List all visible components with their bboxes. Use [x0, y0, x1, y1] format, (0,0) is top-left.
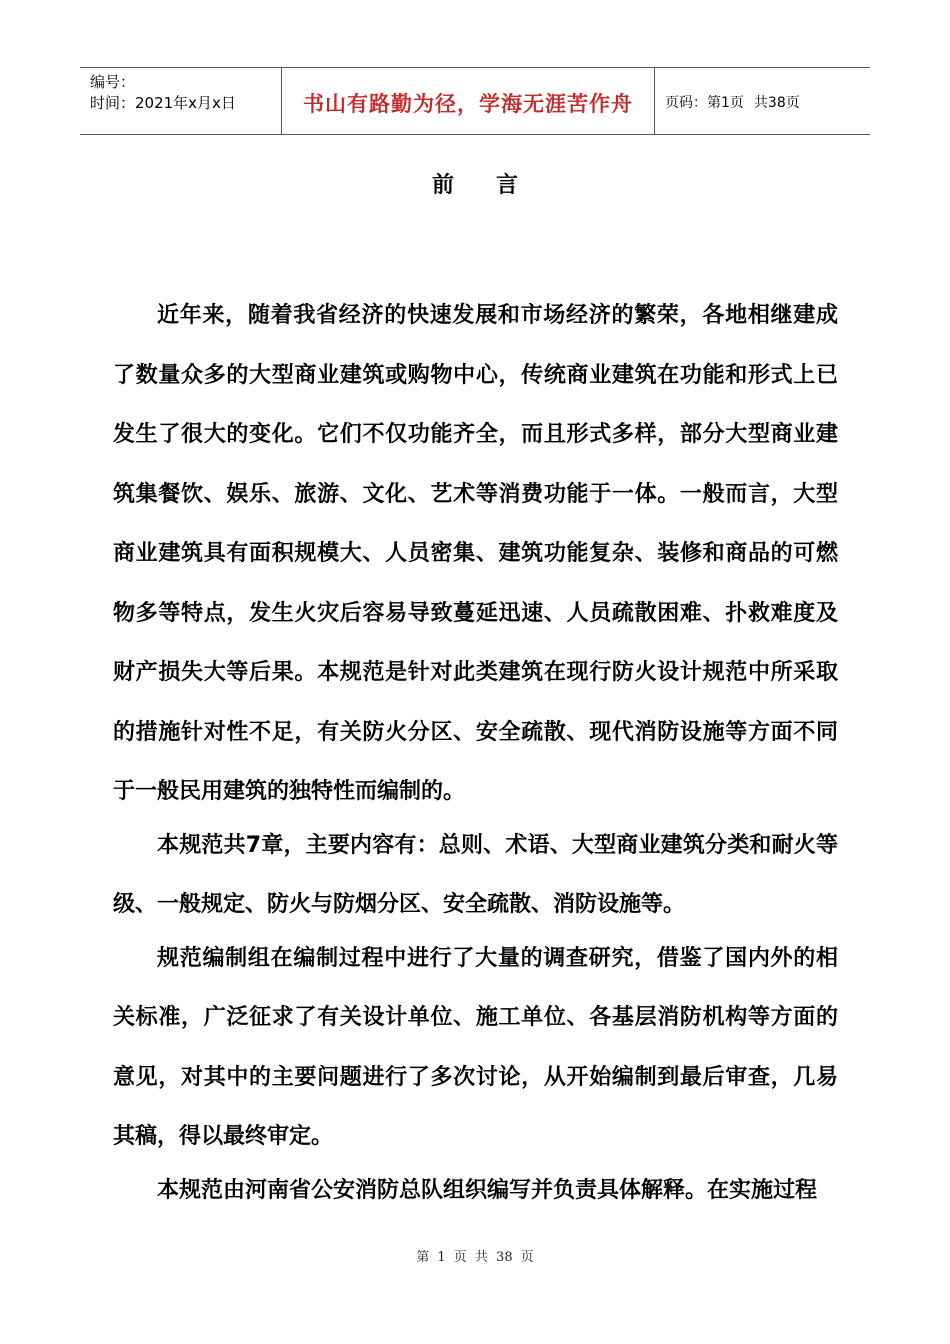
page-title: 前言: [431, 173, 560, 198]
paragraph: 本规范共7章，主要内容有：总则、术语、大型商业建筑分类和耐火等级、一般规定、防火与防烟分区、安全疏散、消防设施等。: [113, 832, 838, 917]
paragraph: 本规范由河南省公安消防总队组织编写并负责具体解释。在实施过程: [157, 1177, 818, 1203]
date-label: 时间：2021年x月x日: [90, 94, 236, 112]
document-body: [113, 286, 838, 1220]
motto-text: 书山有路勤为径，学海无涯苦作舟: [303, 92, 633, 116]
page-total-label: 共38页: [753, 95, 800, 111]
header-page-info: [655, 68, 870, 134]
paragraph: 规范编制组在编制过程中进行了大量的调查研究，借鉴了国内外的相关标准，广泛征求了有关设计单位、施工单位、各基层消防机构等方面的意见，对其中的主要问题进行了多次讨论，从开始编制到最后审查，几易其稿，得以最终审定。: [113, 945, 838, 1149]
header-motto-cell: [281, 68, 655, 134]
header-meta: [80, 68, 281, 134]
page-footer: 第 1 页 共 38 页: [416, 1250, 534, 1265]
page-number-label: 页码：第1页: [665, 95, 744, 111]
document-header: [80, 67, 870, 135]
paragraph: 近年来，随着我省经济的快速发展和市场经济的繁荣，各地相继建成了数量众多的大型商业建筑或购物中心，传统商业建筑在功能和形式上已发生了很大的变化。它们不仅功能齐全，而且形式多样，部分大型商业建筑集餐饮、娱乐、旅游、文化、艺术等消费功能于一体。一般而言，大型商业建筑具有面积规模大、人员密集、建筑功能复杂、装修和商品的可燃物多等特点，发生火灾后容易导致蔓延迅速、人员疏散困难、扑救难度及财产损失大等后果。本规范是针对此类建筑在现行防火设计规范中所采取的措施针对性不足，有关防火分区、安全疏散、现代消防设施等方面不同于一般民用建筑的独特性而编制的。: [113, 303, 838, 804]
serial-number-label: 编号：: [90, 73, 136, 91]
